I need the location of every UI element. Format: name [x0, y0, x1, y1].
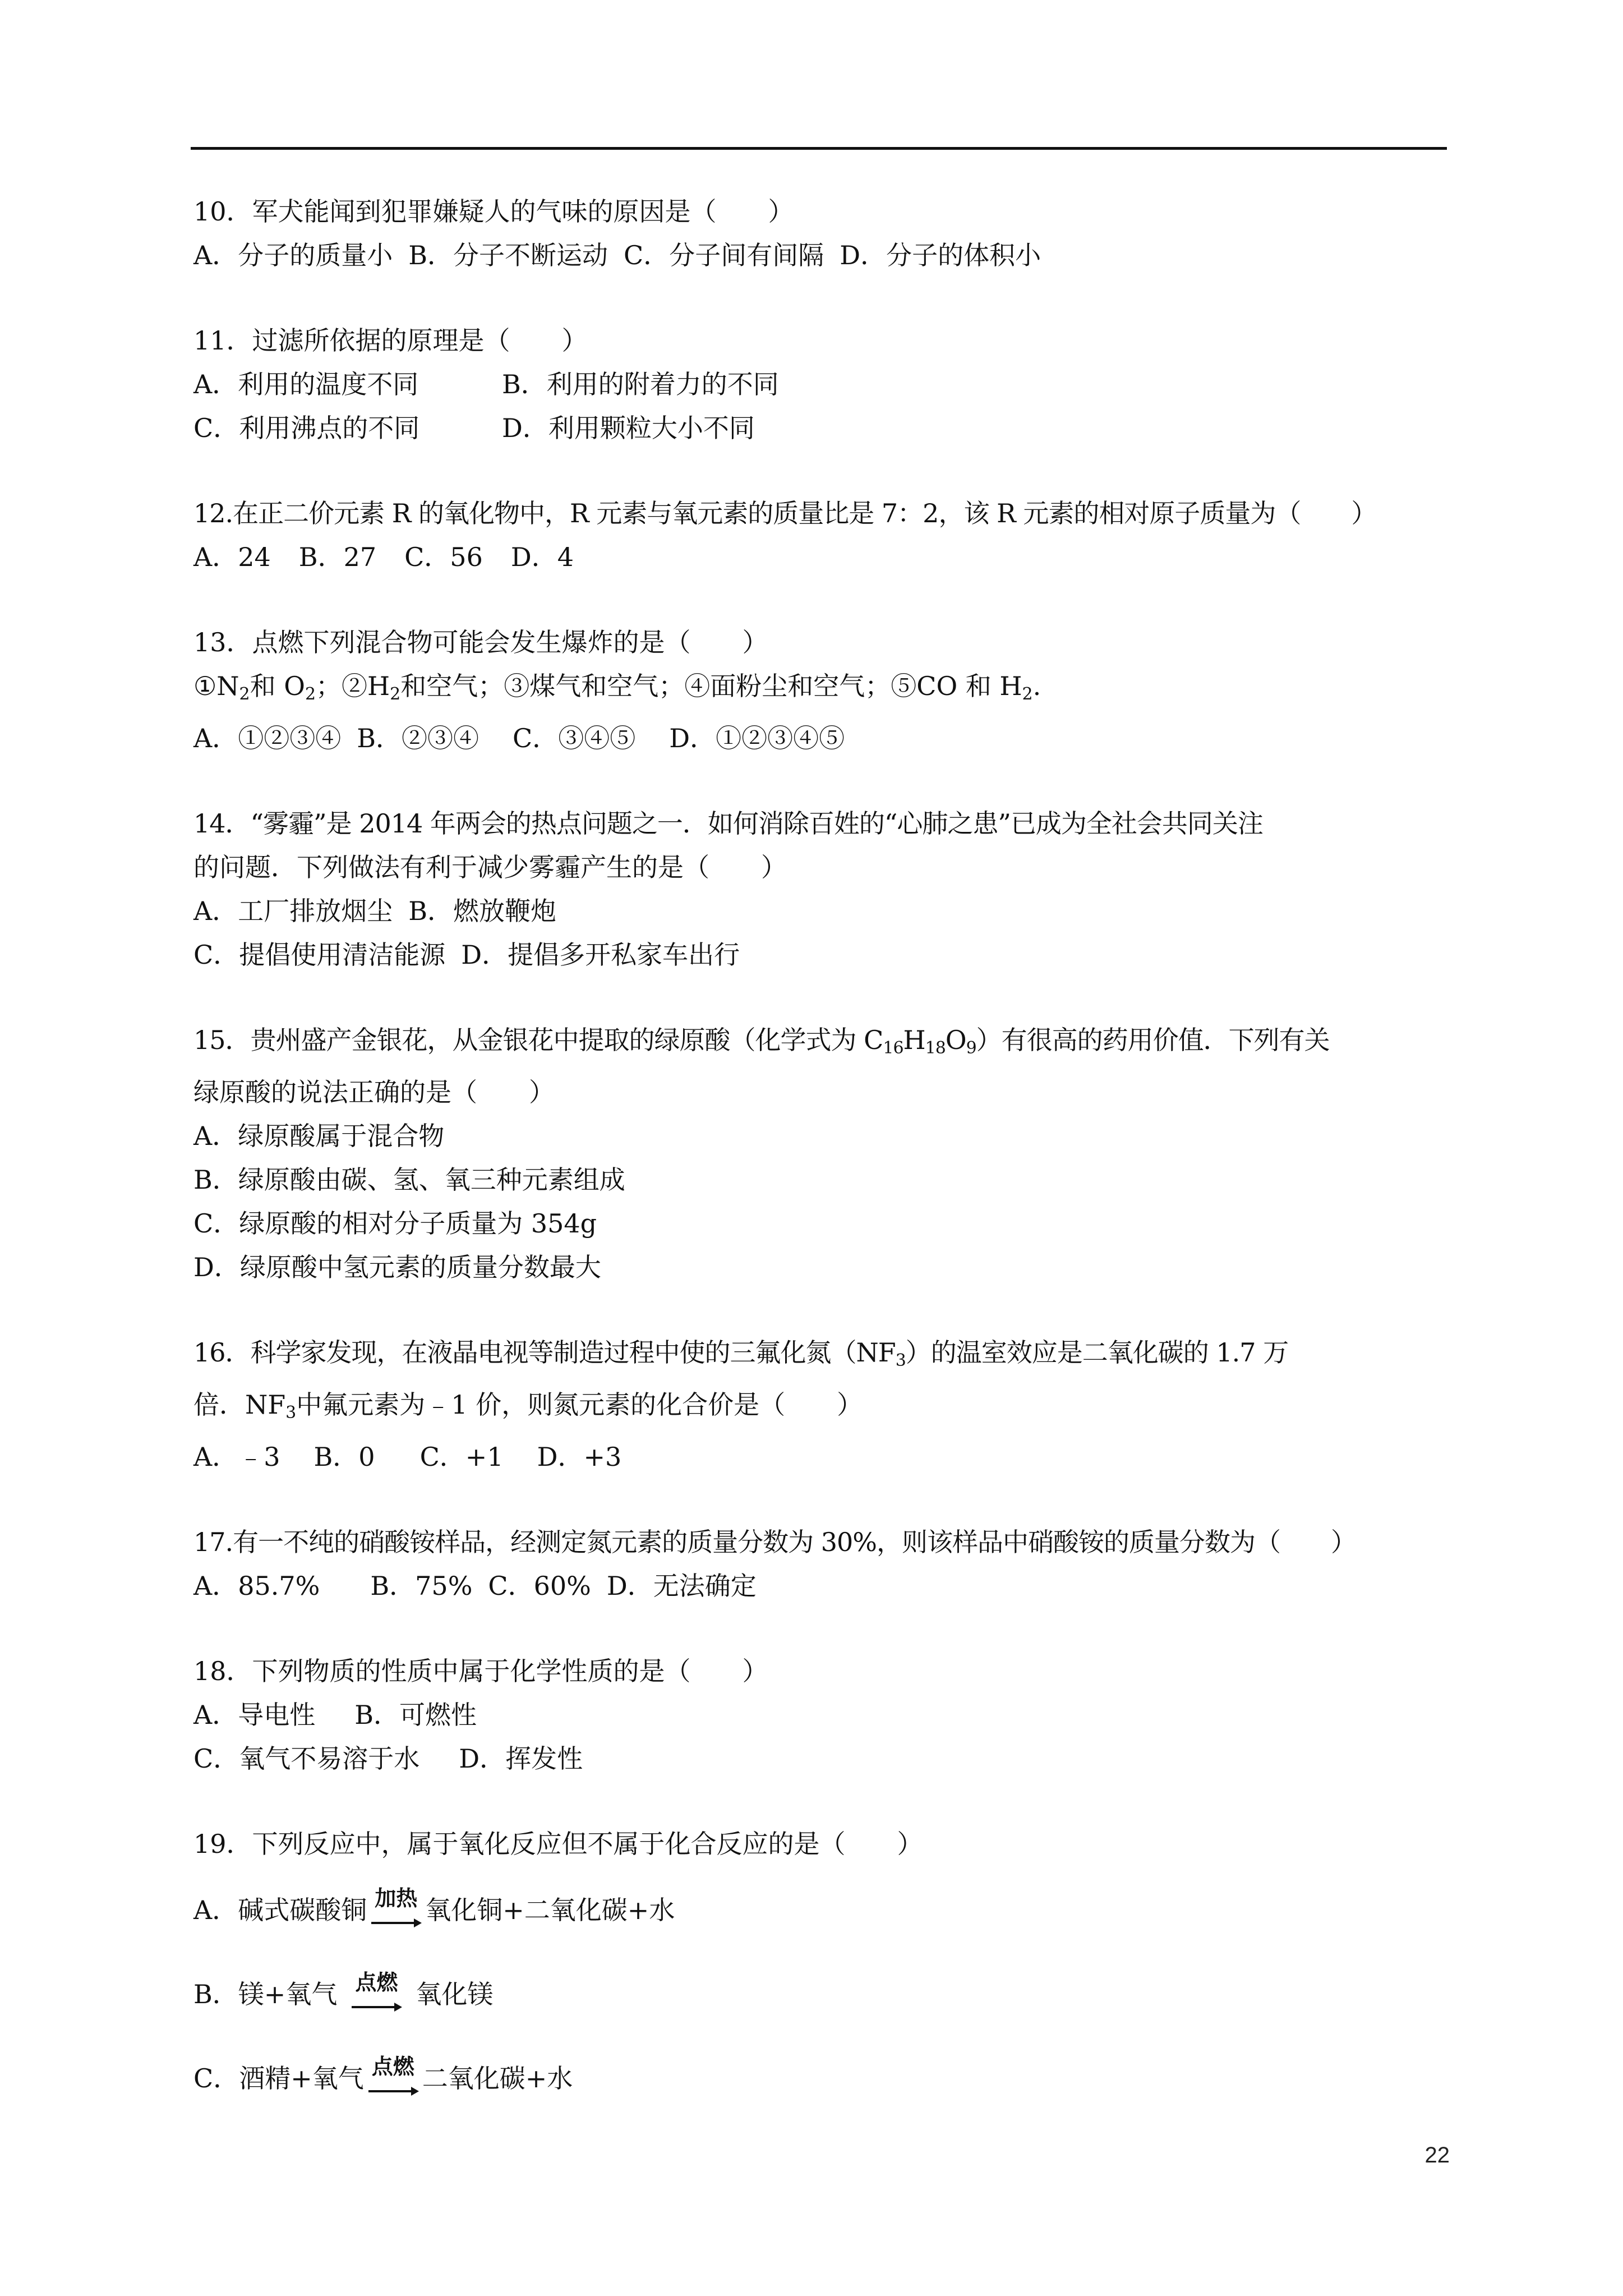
question-13-options: [193, 716, 1444, 760]
question-12-stem: 12.在正二价元素 R 的氧化物中，R 元素与氧元素的质量比是 7：2，该 R 元素的相对原子质量为（ ）: [193, 498, 1377, 528]
question-17-stem: 17.有一不纯的硝酸铵样品，经测定氮元素的质量分数为 30%，则该样品中硝酸铵的质量分数为（ ）: [193, 1527, 1357, 1557]
question-13-items: $①N_2$和 $O_2$；$②H_2$和空气；③煤气和空气；④面粉尘和空气；⑤CO 和 $H_2$.: [193, 671, 1041, 704]
option-c: C．氧气不易溶于水: [193, 1743, 420, 1774]
question-17-options: [193, 1564, 1444, 1608]
option-b: B．可燃性: [354, 1700, 477, 1730]
header-rule: [191, 147, 1447, 150]
option-d: D．①②③④⑤: [669, 723, 845, 753]
option-a: A．分子的质量小: [193, 240, 393, 270]
reaction-arrow: [351, 1970, 402, 2014]
option-d: D．绿原酸中氢元素的质量分数最大: [193, 1252, 601, 1282]
option-a: A．85.7%: [193, 1571, 320, 1601]
question-15: [193, 1018, 1444, 1289]
question-12-options: [193, 535, 1444, 579]
option-a: A．①②③④: [193, 723, 342, 753]
option-a: A．绿原酸属于混合物: [193, 1121, 445, 1151]
option-b: B．②③④: [357, 723, 479, 753]
question-15-stem-line-1: 15．贵州盛产金银花，从金银花中提取的绿原酸（化学式为 $C_{16}H_{18}O_9$）有很高的药用价值．下列有关: [193, 1025, 1330, 1058]
reaction-arrow: [370, 1886, 422, 1930]
question-15-stem-line-2: 绿原酸的说法正确的是（ ）: [193, 1077, 555, 1107]
option-c: C．+1: [419, 1442, 504, 1472]
question-list: [193, 190, 1444, 2160]
question-19-stem: 19．下列反应中，属于氧化反应但不属于化合反应的是（ ）: [193, 1829, 923, 1859]
option-b: B．0: [313, 1442, 375, 1472]
option-c: C．③④⑤: [513, 723, 636, 753]
question-13: [193, 620, 1444, 760]
question-17: [193, 1520, 1444, 1608]
question-10: [193, 190, 1444, 277]
option-b: B．分子不断运动: [408, 240, 608, 270]
option-d: D．提倡多开私家车出行: [461, 940, 740, 970]
question-13-stem: 13．点燃下列混合物可能会发生爆炸的是（ ）: [193, 627, 768, 657]
question-14-stem-line-1: 14．“雾霾”是 2014 年两会的热点问题之一．如何消除百姓的“心肺之患”已成为全社会共同关注: [193, 808, 1263, 839]
question-12: [193, 491, 1444, 579]
question-10-stem: 10．军犬能闻到犯罪嫌疑人的气味的原因是（ ）: [193, 196, 794, 227]
option-d: D．利用颗粒大小不同: [502, 413, 755, 443]
option-b: B．绿原酸由碳、氢、氧三种元素组成: [193, 1165, 625, 1195]
question-18-stem: 18．下列物质的性质中属于化学性质的是（ ）: [193, 1656, 768, 1686]
question-16-options: [193, 1435, 1444, 1479]
question-11: [193, 319, 1444, 450]
option-a: A．利用的温度不同: [193, 369, 419, 399]
question-16: [193, 1331, 1444, 1479]
question-10-options: [193, 233, 1444, 277]
option-c: C．56: [404, 542, 483, 572]
reaction-condition: 加热: [375, 1886, 418, 1911]
option-c: C．提倡使用清洁能源: [193, 940, 446, 970]
option-c: C．绿原酸的相对分子质量为 354g: [193, 1208, 597, 1239]
option-d: D．+3: [537, 1442, 622, 1472]
option-d: D．无法确定: [606, 1571, 757, 1601]
option-c: C．利用沸点的不同: [193, 413, 420, 443]
option-d: D．挥发性: [459, 1743, 583, 1774]
question-14: [193, 802, 1444, 977]
reaction-arrow: [367, 2054, 419, 2098]
option-c: C．60%: [488, 1571, 591, 1601]
option-b: B．75%: [370, 1571, 473, 1601]
option-a: A．导电性: [193, 1700, 316, 1730]
option-a: A．﹣3: [193, 1442, 280, 1472]
option-d: D．4: [510, 542, 574, 572]
option-b: B．利用的附着力的不同: [502, 369, 779, 399]
option-a: A．24: [193, 542, 271, 572]
option-a: A．工厂排放烟尘: [193, 896, 393, 926]
question-19: [193, 1822, 1444, 2118]
question-11-stem: 11．过滤所依据的原理是（ ）: [193, 325, 588, 356]
reaction-condition: 点燃: [371, 2054, 414, 2079]
question-18: [193, 1649, 1444, 1780]
option-b: B．燃放鞭炮: [408, 896, 557, 926]
option-d: D．分子的体积小: [840, 240, 1041, 270]
option-c: C．酒精+氧气 点燃 二氧化碳+水: [193, 2034, 1444, 2118]
option-c: C．分子间有间隔: [624, 240, 824, 270]
page-number: 22: [1424, 2143, 1450, 2168]
option-b: B．27: [298, 542, 377, 572]
question-14-stem-line-2: 的问题．下列做法有利于减少雾霾产生的是（ ）: [193, 852, 787, 882]
question-16-stem-line-2: 倍．$NF_3$中氟元素为﹣1 价，则氮元素的化合价是（ ）: [193, 1389, 863, 1423]
question-16-stem-line-1: 16．科学家发现，在液晶电视等制造过程中使的三氟化氮$(NF_3)$的温室效应是二氧化碳的 1.7 万: [193, 1337, 1289, 1370]
option-a: A．碱式碳酸铜 加热 氧化铜+二氧化碳+水: [193, 1866, 1444, 1950]
option-b: B．镁+氧气 点燃 氧化镁: [193, 1950, 1444, 2034]
reaction-condition: 点燃: [355, 1970, 398, 1995]
